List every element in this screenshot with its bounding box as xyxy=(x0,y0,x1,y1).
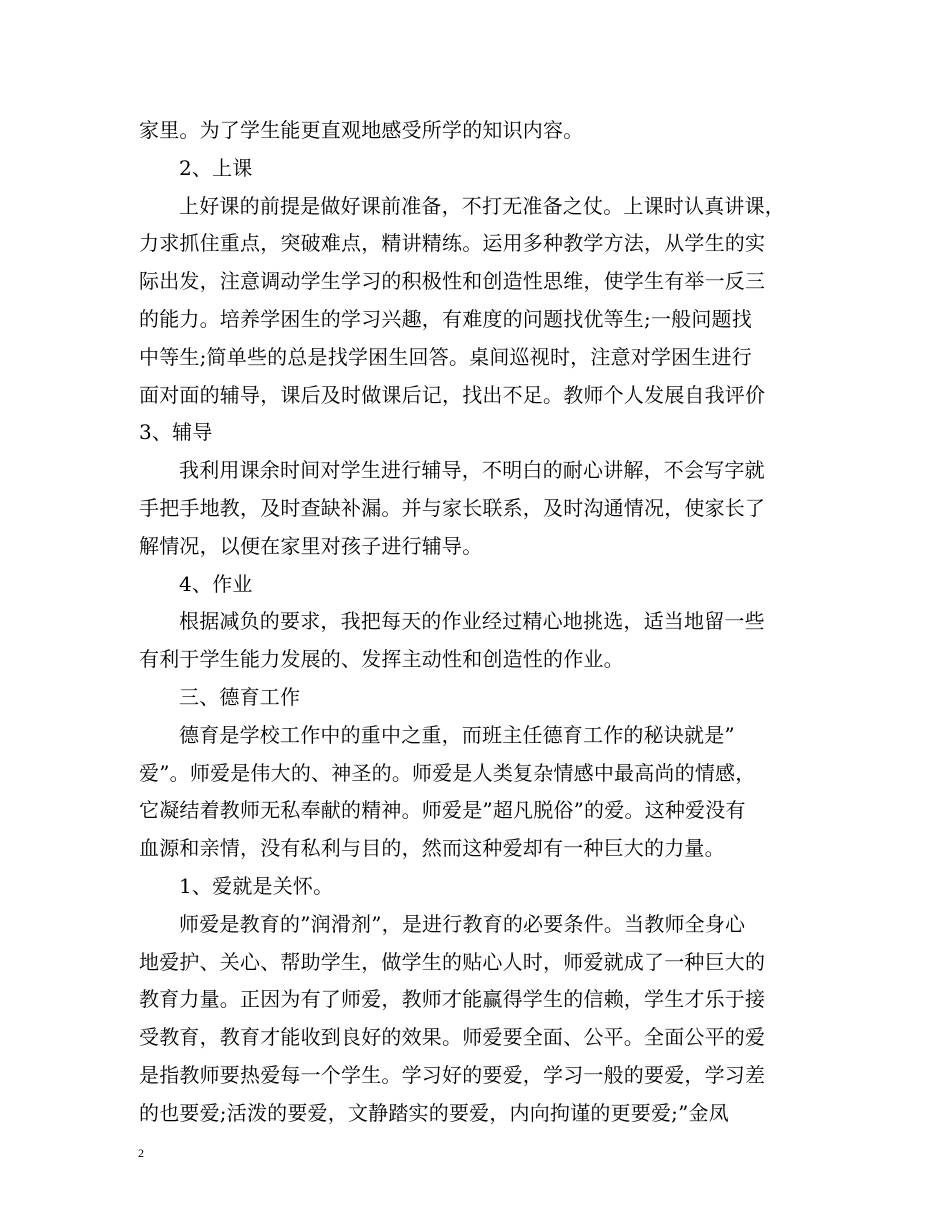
text-line: 解情况，以便在家里对孩子进行辅导。 xyxy=(139,533,483,558)
text-line: 师爱是教育的”润滑剂”，是进行教育的必要条件。当教师全身心 xyxy=(179,911,746,936)
text-line: 根据减负的要求，我把每天的作业经过精心地挑选，适当地留一些 xyxy=(179,609,765,634)
text-line: 的能力。培养学困生的学习兴趣，有难度的问题找优等生;一般问题找 xyxy=(139,306,752,331)
text-line: 手把手地教，及时查缺补漏。并与家长联系，及时沟通情况，使家长了 xyxy=(139,495,766,520)
text-line: 教育力量。正因为有了师爱，教师才能赢得学生的信赖，学生才乐于接 xyxy=(139,987,766,1012)
text-line: 3、辅导 xyxy=(139,420,213,445)
text-line: 2、上课 xyxy=(179,155,253,180)
text-line: 力求抓住重点，突破难点，精讲精练。运用多种教学方法，从学生的实 xyxy=(139,231,766,256)
text-line: 三、德育工作 xyxy=(179,684,301,709)
text-line: 面对面的辅导，课后及时做课后记，找出不足。教师个人发展自我评价 xyxy=(139,382,766,407)
text-line: 爱”。师爱是伟大的、神圣的。师爱是人类复杂情感中最高尚的情感， xyxy=(139,760,756,785)
page-number: 2 xyxy=(138,1146,144,1160)
text-line: 1、爱就是关怀。 xyxy=(179,873,334,898)
text-line: 地爱护、关心、帮助学生，做学生的贴心人时，师爱就成了一种巨大的 xyxy=(139,949,766,974)
text-line: 中等生;简单些的总是找学困生回答。桌间巡视时，注意对学困生进行 xyxy=(139,344,752,369)
text-line: 它凝结着教师无私奉献的精神。师爱是”超凡脱俗”的爱。这种爱没有 xyxy=(139,798,746,823)
text-line: 受教育，教育才能收到良好的效果。师爱要全面、公平。全面公平的爱 xyxy=(139,1025,766,1050)
body-text xyxy=(139,112,815,1133)
text-line: 家里。为了学生能更直观地感受所学的知识内容。 xyxy=(139,118,584,142)
text-line: 德育是学校工作中的重中之重，而班主任德育工作的秘诀就是” xyxy=(179,722,735,747)
text-line: 是指教师要热爱每一个学生。学习好的要爱，学习一般的要爱，学习差 xyxy=(139,1062,766,1087)
text-line: 血源和亲情，没有私利与目的，然而这种爱却有一种巨大的力量。 xyxy=(139,836,725,861)
text-line: 上好课的前提是做好课前准备，不打无准备之仗。上课时认真讲课， xyxy=(179,193,785,218)
text-line: 我利用课余时间对学生进行辅导，不明白的耐心讲解，不会写字就 xyxy=(179,458,765,483)
text-line: 的也要爱;活泼的要爱，文静踏实的要爱，内向拘谨的更要爱;”金凤 xyxy=(139,1100,729,1125)
text-line: 4、作业 xyxy=(179,571,253,596)
text-line: 有利于学生能力发展的、发挥主动性和创造性的作业。 xyxy=(139,647,624,672)
text-line: 际出发，注意调动学生学习的积极性和创造性思维，使学生有举一反三 xyxy=(139,269,766,294)
